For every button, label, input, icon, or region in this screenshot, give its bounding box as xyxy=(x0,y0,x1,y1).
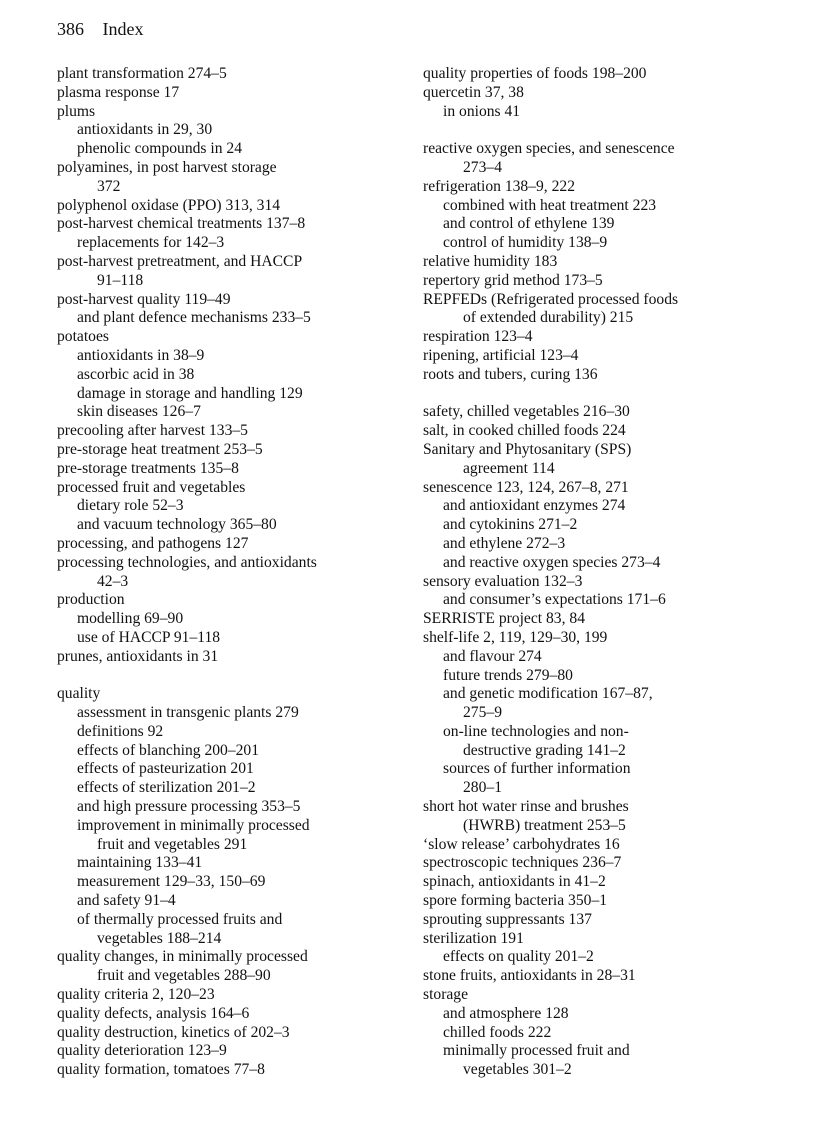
index-entry: REPFEDs (Refrigerated processed foods xyxy=(423,290,679,308)
index-entry-continuation: agreement 114 xyxy=(463,459,555,477)
index-subentry: measurement 129–33, 150–69 xyxy=(77,873,266,891)
index-subentry: damage in storage and handling 129 xyxy=(77,384,303,402)
index-entry: post-harvest pretreatment, and HACCP xyxy=(57,252,303,270)
index-subentry: and genetic modification 167–87, xyxy=(443,685,653,703)
index-entry: processed fruit and vegetables xyxy=(57,478,246,496)
index-subentry: maintaining 133–41 xyxy=(77,854,203,872)
index-entry: sprouting suppressants 137 xyxy=(423,910,592,928)
index-entry-continuation: 91–118 xyxy=(97,271,144,289)
index-subentry: and consumer’s expectations 171–6 xyxy=(443,591,666,609)
index-entry: spectroscopic techniques 236–7 xyxy=(423,854,622,872)
index-entry-continuation: destructive grading 141–2 xyxy=(463,741,626,759)
index-subentry: definitions 92 xyxy=(77,722,164,740)
index-entry: quality defects, analysis 164–6 xyxy=(57,1004,250,1022)
index-entry: plant transformation 274–5 xyxy=(57,65,227,82)
index-column-right xyxy=(423,65,803,1080)
index-entry: precooling after harvest 133–5 xyxy=(57,422,248,440)
index-entry: shelf-life 2, 119, 129–30, 199 xyxy=(423,628,608,646)
index-subentry: effects of blanching 200–201 xyxy=(77,741,260,759)
index-subentry: and flavour 274 xyxy=(443,647,542,665)
index-subentry: effects of sterilization 201–2 xyxy=(77,779,256,797)
index-entry: ‘slow release’ carbohydrates 16 xyxy=(423,835,620,853)
index-entry: quercetin 37, 38 xyxy=(423,83,524,101)
index-entry-continuation: 275–9 xyxy=(463,704,502,722)
index-subentry: phenolic compounds in 24 xyxy=(77,140,243,158)
index-subentry: and high pressure processing 353–5 xyxy=(77,798,301,816)
index-subentry: and antioxidant enzymes 274 xyxy=(443,497,626,515)
index-entry: senescence 123, 124, 267–8, 271 xyxy=(423,478,629,496)
index-entry: potatoes xyxy=(57,328,109,346)
index-entry-continuation: vegetables 301–2 xyxy=(463,1061,572,1079)
index-entry-continuation: 280–1 xyxy=(463,779,502,797)
index-subentry: skin diseases 126–7 xyxy=(77,403,201,421)
index-entry: sterilization 191 xyxy=(423,929,524,947)
index-entry: plasma response 17 xyxy=(57,83,180,101)
index-entry: reactive oxygen species, and senescence xyxy=(423,140,675,158)
index-entry: relative humidity 183 xyxy=(423,252,558,270)
page-number: 386 xyxy=(57,19,84,39)
index-entry-continuation: (HWRB) treatment 253–5 xyxy=(463,816,626,834)
index-entry: pre-storage heat treatment 253–5 xyxy=(57,440,263,458)
index-subentry: modelling 69–90 xyxy=(77,610,184,628)
index-entry: plums xyxy=(57,102,96,120)
index-entry: quality xyxy=(57,685,101,703)
index-subentry: assessment in transgenic plants 279 xyxy=(77,704,299,722)
index-subentry: on-line technologies and non- xyxy=(443,722,629,740)
index-entry: SERRISTE project 83, 84 xyxy=(423,610,585,628)
index-subentry: and vacuum technology 365–80 xyxy=(77,516,277,534)
index-entry: roots and tubers, curing 136 xyxy=(423,365,598,383)
index-subentry: chilled foods 222 xyxy=(443,1023,552,1041)
index-section-gap xyxy=(423,385,803,404)
index-entry: quality properties of foods 198–200 xyxy=(423,65,647,82)
index-entry: processing technologies, and antioxidants xyxy=(57,553,317,571)
index-entry: quality destruction, kinetics of 202–3 xyxy=(57,1023,290,1041)
index-entry: quality changes, in minimally processed xyxy=(57,948,308,966)
index-entry: repertory grid method 173–5 xyxy=(423,271,603,289)
index-entry: stone fruits, antioxidants in 28–31 xyxy=(423,967,636,985)
index-entry: quality formation, tomatoes 77–8 xyxy=(57,1061,265,1079)
index-entry: Sanitary and Phytosanitary (SPS) xyxy=(423,440,632,458)
index-entry: spore forming bacteria 350–1 xyxy=(423,892,608,910)
index-subentry: replacements for 142–3 xyxy=(77,234,225,252)
index-entry-continuation: fruit and vegetables 288–90 xyxy=(97,967,271,985)
index-entry: safety, chilled vegetables 216–30 xyxy=(423,403,630,421)
index-section-gap xyxy=(423,121,803,140)
index-entry: processing, and pathogens 127 xyxy=(57,534,249,552)
index-entry-continuation: 273–4 xyxy=(463,158,502,176)
index-subentry: and cytokinins 271–2 xyxy=(443,516,578,534)
index-entry: sensory evaluation 132–3 xyxy=(423,572,583,590)
index-entry: polyphenol oxidase (PPO) 313, 314 xyxy=(57,196,281,214)
index-subentry: and atmosphere 128 xyxy=(443,1004,569,1022)
index-subentry: of thermally processed fruits and xyxy=(77,910,283,928)
index-entry: short hot water rinse and brushes xyxy=(423,798,629,816)
index-entry-continuation: vegetables 188–214 xyxy=(97,929,222,947)
index-entry-continuation: 372 xyxy=(97,177,121,195)
index-subentry: ascorbic acid in 38 xyxy=(77,365,195,383)
index-subentry: use of HACCP 91–118 xyxy=(77,628,221,646)
index-subentry: antioxidants in 38–9 xyxy=(77,346,205,364)
index-entry: quality deterioration 123–9 xyxy=(57,1042,227,1060)
index-subentry: and control of ethylene 139 xyxy=(443,215,615,233)
index-entry: production xyxy=(57,591,125,609)
index-column-left xyxy=(57,65,407,1080)
index-subentry: improvement in minimally processed xyxy=(77,816,310,834)
index-entry: salt, in cooked chilled foods 224 xyxy=(423,422,626,440)
index-subentry: in onions 41 xyxy=(443,102,521,120)
index-subentry: and plant defence mechanisms 233–5 xyxy=(77,309,311,327)
index-subentry: and reactive oxygen species 273–4 xyxy=(443,553,661,571)
index-entry: polyamines, in post harvest storage xyxy=(57,158,277,176)
index-entry: storage xyxy=(423,986,469,1004)
index-subentry: effects of pasteurization 201 xyxy=(77,760,254,778)
index-section-gap xyxy=(57,667,407,686)
index-entry: post-harvest quality 119–49 xyxy=(57,290,231,308)
index-subentry: future trends 279–80 xyxy=(443,666,573,684)
page-header xyxy=(57,18,143,40)
index-subentry: and safety 91–4 xyxy=(77,892,176,910)
index-subentry: combined with heat treatment 223 xyxy=(443,196,657,214)
index-entry-continuation: fruit and vegetables 291 xyxy=(97,835,248,853)
index-subentry: antioxidants in 29, 30 xyxy=(77,121,213,139)
index-entry: prunes, antioxidants in 31 xyxy=(57,647,219,665)
index-entry: post-harvest chemical treatments 137–8 xyxy=(57,215,306,233)
index-entry-continuation: of extended durability) 215 xyxy=(463,309,634,327)
index-subentry: control of humidity 138–9 xyxy=(443,234,608,252)
index-entry: spinach, antioxidants in 41–2 xyxy=(423,873,606,891)
index-subentry: sources of further information xyxy=(443,760,631,778)
index-entry: pre-storage treatments 135–8 xyxy=(57,459,239,477)
index-subentry: minimally processed fruit and xyxy=(443,1042,630,1060)
index-entry: ripening, artificial 123–4 xyxy=(423,346,579,364)
running-title: Index xyxy=(102,19,144,39)
index-subentry: effects on quality 201–2 xyxy=(443,948,594,966)
index-entry-continuation: 42–3 xyxy=(97,572,129,590)
index-entry: respiration 123–4 xyxy=(423,328,533,346)
index-subentry: and ethylene 272–3 xyxy=(443,534,566,552)
index-subentry: dietary role 52–3 xyxy=(77,497,184,515)
index-entry: quality criteria 2, 120–23 xyxy=(57,986,215,1004)
index-entry: refrigeration 138–9, 222 xyxy=(423,177,575,195)
